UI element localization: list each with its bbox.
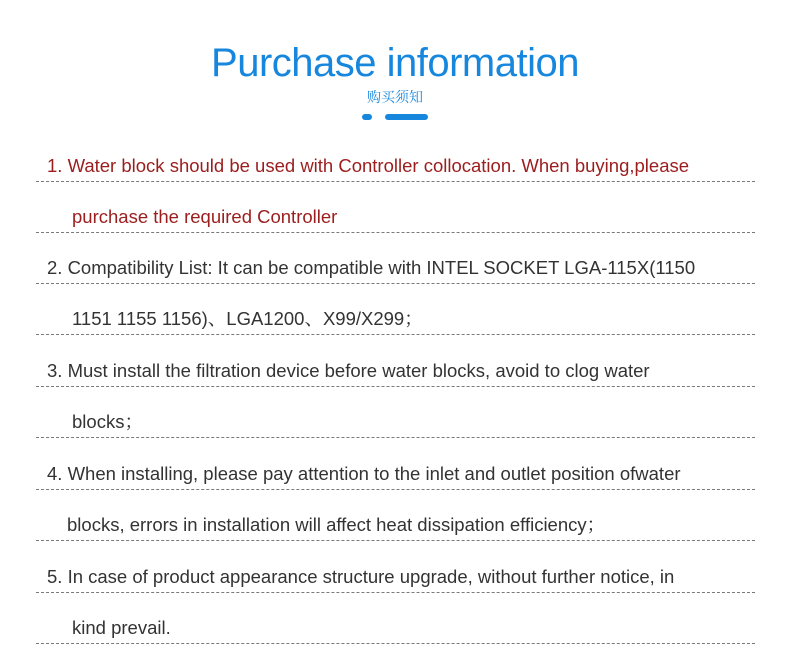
notice-3-line-2: [36, 387, 755, 438]
notice-text: 3. Must install the filtration device before water blocks, avoid to clog water: [47, 360, 650, 381]
notice-text: 2. Compatibility List: It can be compatible with INTEL SOCKET LGA-115X(1150: [47, 257, 696, 278]
notice-5-line-2: [36, 593, 755, 644]
notice-text: 1. Water block should be used with Controller collocation. When buying,please: [47, 155, 690, 176]
notice-text: blocks；: [72, 411, 143, 432]
notice-5-line-1: [36, 542, 755, 593]
notice-4-line-1: [36, 439, 755, 490]
notice-text: purchase the required Controller: [72, 206, 338, 227]
notice-text: kind prevail.: [72, 617, 171, 638]
notice-text: blocks, errors in installation will affect heat dissipation efficiency；: [67, 514, 606, 535]
page-subtitle: 购买须知: [367, 89, 423, 105]
page-title: Purchase information: [211, 41, 579, 85]
notice-2-line-2: [36, 284, 755, 335]
notice-text: 5. In case of product appearance structure upgrade, without further notice, in: [47, 566, 675, 587]
notice-3-line-1: [36, 336, 755, 387]
notice-2-line-1: [36, 233, 755, 284]
notice-1-line-1: [36, 131, 755, 182]
notice-text: 4. When installing, please pay attention to the inlet and outlet position ofwater: [47, 463, 681, 484]
notice-text: 1151 1155 1156)、LGA1200、X99/X299；: [72, 308, 423, 329]
notice-4-line-2: [36, 490, 755, 541]
notice-1-line-2: [36, 182, 755, 233]
